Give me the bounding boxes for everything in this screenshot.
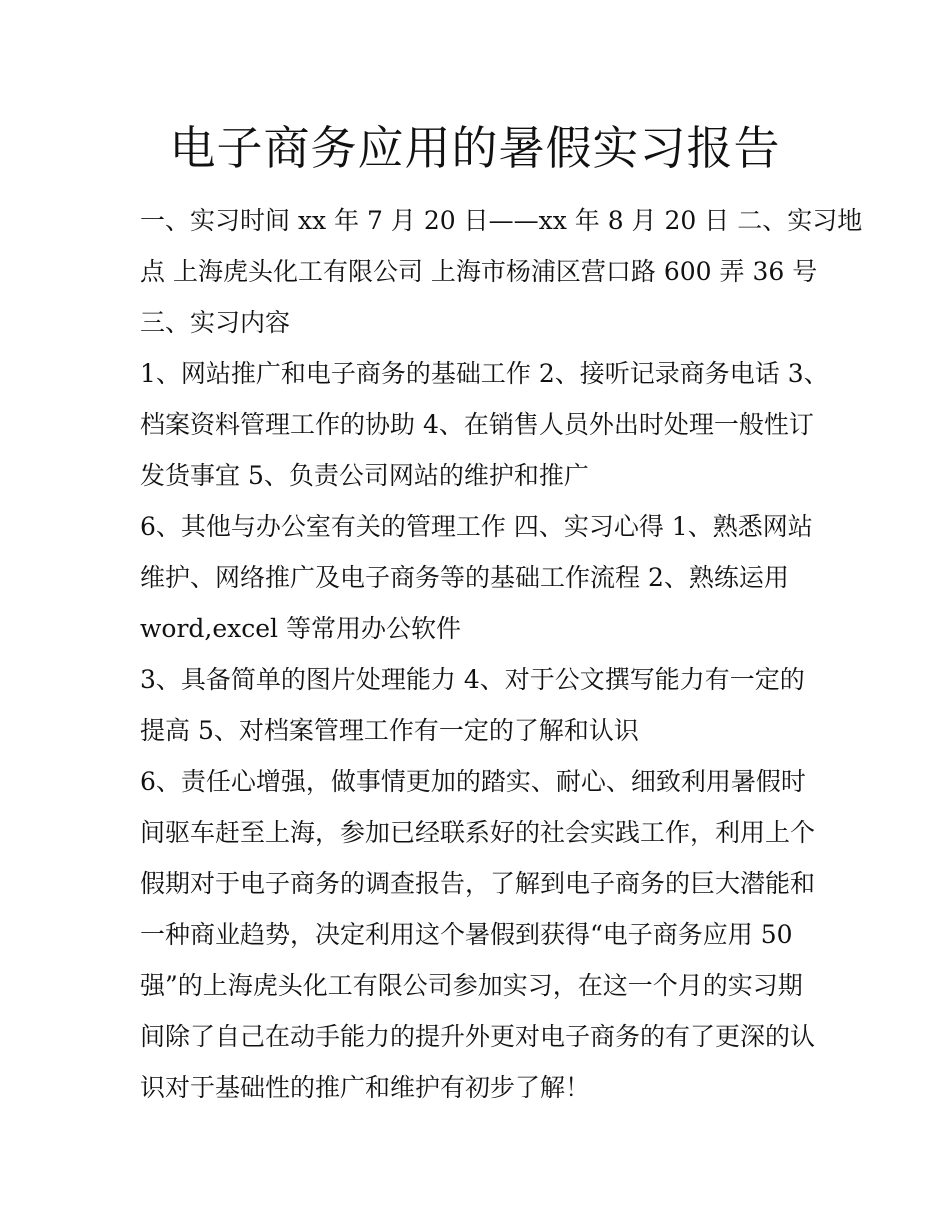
body-line-17: 间除了自己在动手能力的提升外更对电子商务的有了更深的认 xyxy=(140,1022,816,1051)
body-line-5: 档案资料管理工作的协助 4、在销售人员外出时处理一般性订 xyxy=(140,410,814,439)
body-line-9: word,excel 等常用办公软件 xyxy=(140,614,461,643)
document-title: 电子商务应用的暑假实习报告 xyxy=(169,121,781,175)
body-line-11: 提高 5、对档案管理工作有一定的了解和认识 xyxy=(140,716,639,745)
body-line-1: 一、实习时间 xx 年 7 月 20 日——xx 年 8 月 20 日 二、实习地 xyxy=(140,206,863,235)
body-line-3: 三、实习内容 xyxy=(140,308,291,337)
body-line-14: 假期对于电子商务的调查报告，了解到电子商务的巨大潜能和 xyxy=(140,869,816,898)
body-line-7: 6、其他与办公室有关的管理工作 四、实习心得 1、熟悉网站 xyxy=(140,512,813,541)
body-line-8: 维护、网络推广及电子商务等的基础工作流程 2、熟练运用 xyxy=(140,563,789,592)
body-line-4: 1、网站推广和电子商务的基础工作 2、接听记录商务电话 3、 xyxy=(140,359,829,388)
body-line-10: 3、具备简单的图片处理能力 4、对于公文撰写能力有一定的 xyxy=(140,665,805,694)
body-line-6: 发货事宜 5、负责公司网站的维护和推广 xyxy=(140,461,589,490)
body-line-2: 点 上海虎头化工有限公司 上海市杨浦区营口路 600 弄 36 号 xyxy=(140,257,818,286)
body-line-18: 识对于基础性的推广和维护有初步了解！ xyxy=(140,1073,591,1102)
body-line-13: 间驱车赶至上海，参加已经联系好的社会实践工作，利用上个 xyxy=(140,818,816,847)
body-line-16: 强”的上海虎头化工有限公司参加实习，在这一个月的实习期 xyxy=(140,971,803,1000)
body-line-12: 6、责任心增强，做事情更加的踏实、耐心、细致利用暑假时 xyxy=(140,767,806,796)
body-line-15: 一种商业趋势，决定利用这个暑假到获得“电子商务应用 50 xyxy=(140,920,793,949)
